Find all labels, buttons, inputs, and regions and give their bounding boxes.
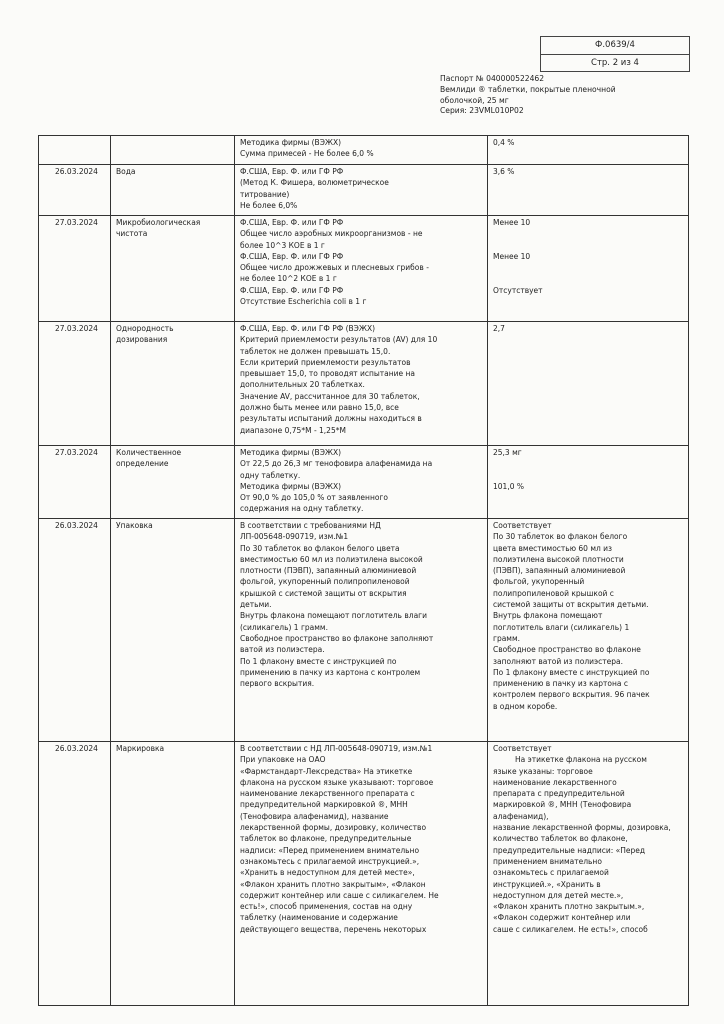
date-text: 27.03.2024: [55, 218, 98, 227]
method-line: более 10^3 КОЕ в 1 г: [240, 240, 325, 250]
method-line: лекарственной формы, дозировку, количество: [240, 823, 427, 833]
result-line: инструкцией.», «Хранить в: [493, 879, 601, 889]
result-line: в одном коробе.: [493, 701, 558, 711]
method-line: (Тенофовира алафенамид), название: [240, 811, 389, 821]
result-line: «Флакон хранить плотно закрытым.»,: [493, 902, 645, 912]
method-cell: [235, 165, 488, 216]
result-cell: [488, 322, 689, 446]
date-text: 27.03.2024: [55, 324, 98, 333]
result-cell: [488, 136, 689, 165]
result-line: По 30 таблеток во флакон белого: [493, 532, 628, 542]
results-table-body: [39, 136, 689, 1006]
method-line: результаты испытаний должны находиться в: [240, 414, 422, 424]
date-cell: [39, 136, 111, 165]
method-line: В соответствии с НД ЛП-005648-090719, изм.№1: [240, 744, 433, 753]
date-cell: [39, 742, 111, 1006]
passport-line: Серия: 23VML010P02: [440, 106, 524, 116]
result-cell: [488, 446, 689, 519]
result-line: препарата с предупредительной: [493, 789, 625, 799]
result-line: По 1 флакону вместе с инструкцией по: [493, 667, 650, 677]
method-cell: [235, 446, 488, 519]
method-line: Ф.США, Евр. Ф. или ГФ РФ (ВЭЖХ): [240, 324, 376, 333]
table-row: [39, 136, 689, 165]
method-line: крышкой с системой защиты от вскрытия: [240, 588, 407, 598]
method-line: Свободное пространство во флаконе заполняют: [240, 633, 434, 643]
result-cell: [488, 742, 689, 1006]
method-line: От 90,0 % до 105,0 % от заявленного: [240, 493, 388, 503]
result-line: языке указаны: торговое: [493, 766, 593, 776]
result-line: саше с силикагелем. Не есть!», способ: [493, 924, 648, 934]
method-cell: [235, 519, 488, 742]
result-line: «Флакон содержит контейнер или: [493, 913, 631, 923]
method-line: таблеток не должен превышать 15,0.: [240, 346, 391, 356]
result-line: системой защиты от вскрытия детьми.: [493, 600, 649, 610]
method-line: надписи: «Перед применением внимательно: [240, 845, 420, 855]
table-row: [39, 519, 689, 742]
result-line: применением внимательно: [493, 856, 602, 866]
result-cell: [488, 165, 689, 216]
result-line: поглотитель влаги (силикагель) 1: [493, 622, 630, 632]
passport-line: Паспорт № 040000522462: [440, 74, 545, 83]
passport-block: [440, 74, 630, 117]
method-line: таблеток во флаконе, предупредительные: [240, 834, 412, 844]
test-name-line: чистота: [116, 229, 148, 239]
date-cell: [39, 519, 111, 742]
method-line: «Флакон хранить плотно закрытым», «Флакон: [240, 879, 426, 889]
test-name-cell: [111, 446, 235, 519]
result-line: (ПЭВП), запаянный алюминиевой: [493, 566, 626, 576]
result-line: алафенамид),: [493, 811, 549, 821]
method-line: Ф.США, Евр. Ф. или ГФ РФ: [240, 251, 344, 261]
result-line: Менее 10: [493, 251, 531, 261]
method-line: вместимостью 60 мл из полиэтилена высокой: [240, 554, 423, 564]
result-cell: [488, 216, 689, 322]
method-line: предупредительной маркировкой ®, МНН: [240, 800, 408, 810]
method-line: первого вскрытия.: [240, 679, 315, 689]
line-spacer: [493, 458, 683, 469]
date-cell: [39, 446, 111, 519]
test-name-line: Маркировка: [116, 744, 165, 753]
result-line: наименование лекарственного: [493, 777, 617, 787]
method-line: дополнительных 20 таблетках.: [240, 380, 365, 390]
result-line: На этикетке флакона на русском: [515, 755, 647, 765]
line-spacer: [493, 228, 683, 239]
table-row: [39, 165, 689, 216]
result-line: Внутрь флакона помещают: [493, 611, 603, 621]
date-text: 27.03.2024: [55, 448, 98, 457]
line-spacer: [493, 240, 683, 251]
results-table: [38, 135, 689, 1006]
method-line: Методика фирмы (ВЭЖХ): [240, 138, 342, 147]
table-row: [39, 322, 689, 446]
method-line: детьми.: [240, 600, 272, 610]
date-cell: [39, 322, 111, 446]
method-line: Общее число дрожжевых и плесневых грибов -: [240, 263, 429, 273]
result-line: 25,3 мг: [493, 448, 522, 457]
method-line: фольгой, укупоренный полипропиленовой: [240, 577, 410, 587]
result-line: заполняют ватой из полиэстера.: [493, 656, 623, 666]
result-line: название лекарственной формы, дозировка,: [493, 823, 671, 833]
method-line: наименование лекарственного препарата с: [240, 789, 415, 799]
result-line: 3,6 %: [493, 167, 515, 176]
result-line: применению в пачку из картона с: [493, 679, 628, 689]
result-line: предупредительные надписи: «Перед: [493, 845, 646, 855]
result-line: 2,7: [493, 324, 505, 333]
date-text: 26.03.2024: [55, 167, 98, 176]
result-line: недоступном для детей месте.»,: [493, 890, 624, 900]
method-line: ознакомьтесь с прилагаемой инструкцией.»,: [240, 856, 420, 866]
date-text: 26.03.2024: [55, 744, 98, 753]
method-line: Отсутствие Escherichia coli в 1 г: [240, 297, 367, 307]
method-line: содержания на одну таблетку.: [240, 504, 364, 514]
method-line: Критерий приемлемости результатов (AV) для 10: [240, 335, 438, 345]
method-line: Ф.США, Евр. Ф. или ГФ РФ: [240, 167, 344, 176]
method-line: «Хранить в недоступном для детей месте»,: [240, 868, 415, 878]
line-spacer: [493, 273, 683, 284]
method-line: превышает 15,0, то проводят испытание на: [240, 369, 416, 379]
method-line: Общее число аэробных микроорганизмов - не: [240, 229, 423, 239]
method-line: флакона на русском языке указывают: торговое: [240, 777, 434, 787]
method-line: плотности (ПЭВП), запаянный алюминиевой: [240, 566, 417, 576]
method-line: одну таблетку.: [240, 470, 301, 480]
date-text: 26.03.2024: [55, 521, 98, 530]
method-line: диапазоне 0,75*М - 1,25*М: [240, 425, 346, 435]
test-name-line: Микробиологическая: [116, 218, 201, 227]
result-line: цвета вместимостью 60 мл из: [493, 543, 613, 553]
method-line: применению в пачку из картона с контролем: [240, 667, 421, 677]
method-line: содержит контейнер или саше с силикагелем. Не: [240, 890, 439, 900]
form-code-box: [540, 36, 690, 72]
method-line: титрование): [240, 189, 290, 199]
method-line: должно быть менее или равно 15,0, все: [240, 403, 399, 413]
method-line: Не более 6,0%: [240, 200, 298, 210]
passport-line: оболочкой, 25 мг: [440, 95, 509, 105]
page-info: Стр. 2 из 4: [591, 58, 639, 68]
date-cell: [39, 165, 111, 216]
method-line: таблетку (наименование и содержание: [240, 913, 398, 923]
method-line: Внутрь флакона помещают поглотитель влаги: [240, 611, 427, 621]
method-line: Если критерий приемлемости результатов: [240, 357, 411, 367]
result-line: Отсутствует: [493, 285, 543, 295]
result-line: Соответствует: [493, 521, 552, 530]
method-line: Ф.США, Евр. Ф. или ГФ РФ: [240, 218, 344, 227]
test-name-line: дозирования: [116, 335, 168, 345]
method-line: (силикагель) 1 грамм.: [240, 622, 328, 632]
date-cell: [39, 216, 111, 322]
result-cell: [488, 519, 689, 742]
table-row: [39, 216, 689, 322]
method-line: При упаковке на ОАО: [240, 755, 326, 765]
method-cell: [235, 742, 488, 1006]
method-line: По 1 флакону вместе с инструкцией по: [240, 656, 397, 666]
method-line: «Фармстандарт-Лексредства» На этикетке: [240, 766, 413, 776]
test-name-cell: [111, 136, 235, 165]
method-line: По 30 таблеток во флакон белого цвета: [240, 543, 400, 553]
line-spacer: [493, 470, 683, 481]
test-name-line: Количественное: [116, 448, 182, 457]
test-name-line: определение: [116, 459, 169, 469]
table-row: [39, 446, 689, 519]
result-line: грамм.: [493, 633, 520, 643]
result-line: ознакомьтесь с прилагаемой: [493, 868, 609, 878]
method-line: Методика фирмы (ВЭЖХ): [240, 448, 342, 457]
method-line: есть!», способ применения, состав на одну: [240, 902, 413, 912]
method-line: Сумма примесей - Не более 6,0 %: [240, 149, 374, 159]
table-row: [39, 742, 689, 1006]
test-name-cell: [111, 742, 235, 1006]
method-line: В соответствии с требованиями НД: [240, 521, 381, 530]
result-line: 101,0 %: [493, 481, 524, 491]
result-line: маркировкой ®, МНН (Тенофовира: [493, 800, 632, 810]
result-line: полипропиленовой крышкой с: [493, 588, 614, 598]
result-line: полиэтилена высокой плотности: [493, 554, 624, 564]
method-line: ЛП-005648-090719, изм.№1: [240, 532, 349, 542]
method-cell: [235, 322, 488, 446]
test-name-cell: [111, 216, 235, 322]
result-line: Свободное пространство во флаконе: [493, 645, 641, 655]
passport-line: Вемлиди ® таблетки, покрытые пленочной: [440, 84, 616, 94]
result-line: Соответствует: [493, 744, 552, 753]
method-cell: [235, 216, 488, 322]
method-line: Значение AV, рассчитанное для 30 таблеток,: [240, 391, 420, 401]
test-name-line: Вода: [116, 167, 136, 176]
method-cell: [235, 136, 488, 165]
method-line: не более 10^2 КОЕ в 1 г: [240, 274, 337, 284]
result-line: Менее 10: [493, 218, 531, 227]
method-line: (Метод К. Фишера, волюметрическое: [240, 178, 389, 188]
line-spacer: [493, 262, 683, 273]
method-line: Ф.США, Евр. Ф. или ГФ РФ: [240, 285, 344, 295]
result-line: 0,4 %: [493, 138, 515, 147]
test-name-cell: [111, 322, 235, 446]
method-line: От 22,5 до 26,3 мг тенофовира алафенамида на: [240, 459, 433, 469]
test-name-cell: [111, 165, 235, 216]
form-code: Ф.0639/4: [541, 37, 689, 55]
method-line: ватой из полиэстера.: [240, 645, 325, 655]
result-line: контролем первого вскрытия. 96 пачек: [493, 690, 650, 700]
result-line: количество таблеток во флаконе,: [493, 834, 628, 844]
test-name-cell: [111, 519, 235, 742]
test-name-line: Упаковка: [116, 521, 153, 530]
method-line: Методика фирмы (ВЭЖХ): [240, 481, 342, 491]
method-line: действующего вещества, перечень некоторых: [240, 924, 427, 934]
result-line: фольгой, укупоренный: [493, 577, 585, 587]
test-name-line: Однородность: [116, 324, 174, 333]
